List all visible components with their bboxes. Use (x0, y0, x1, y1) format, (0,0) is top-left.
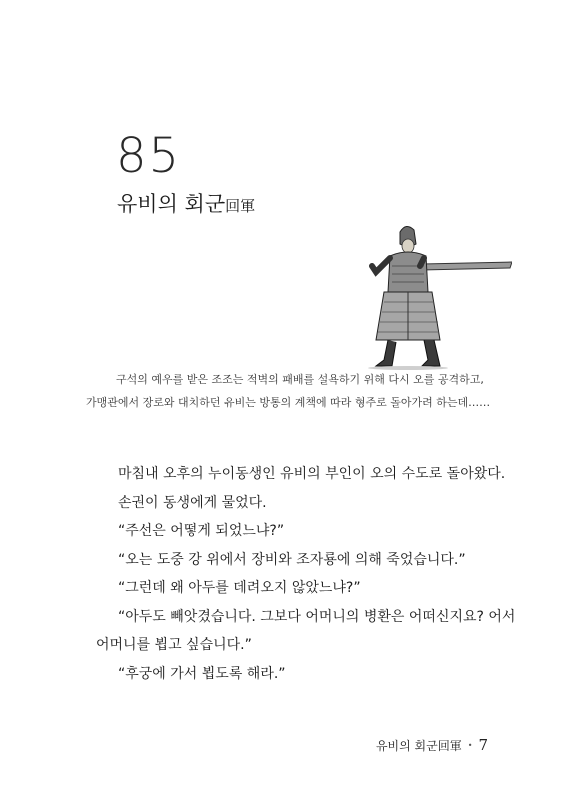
chapter-summary (86, 368, 506, 414)
page-number: 7 (478, 736, 488, 754)
summary-line-1: 구석의 예우를 받은 조조는 적벽의 패배를 설욕하기 위해 다시 오를 공격하고, (116, 373, 484, 386)
paragraph: “아두도 빼앗겼습니다. 그보다 어머니의 병환은 어떠신지요? 어서 (118, 608, 516, 625)
paragraph-continuation: 어머니를 뵙고 싶습니다.” (96, 637, 252, 653)
paragraph: “오는 도중 강 위에서 장비와 조자룡에 의해 죽었습니다.” (118, 551, 466, 568)
body-text (96, 460, 516, 688)
chapter-title (117, 188, 255, 218)
summary-line-2: 가맹관에서 장로와 대치하던 유비는 방통의 계책에 따라 형주로 돌아가려 하는데…… (86, 396, 491, 409)
chapter-title-text: 유비의 회군 (117, 192, 226, 216)
running-title (376, 737, 462, 754)
paragraph: 마침내 오후의 누이동생인 유비의 부인이 오의 수도로 돌아왔다. (118, 466, 506, 482)
running-title-hanja: 回軍 (437, 738, 462, 753)
footer-bullet: • (467, 740, 473, 750)
chapter-title-hanja: 回軍 (225, 197, 256, 215)
running-title-text: 유비의 회군 (375, 738, 438, 753)
paragraph: “그런데 왜 아두를 데려오지 않았느냐?” (118, 580, 361, 596)
page-footer (376, 736, 488, 754)
chapter-number: 85 (116, 128, 182, 184)
armored-warrior-with-sword-illustration (362, 222, 512, 370)
paragraph: 손권이 동생에게 물었다. (118, 494, 267, 511)
paragraph: “주선은 어떻게 되었느냐?” (118, 523, 285, 539)
paragraph: “후궁에 가서 뵙도록 해라.” (118, 665, 286, 682)
